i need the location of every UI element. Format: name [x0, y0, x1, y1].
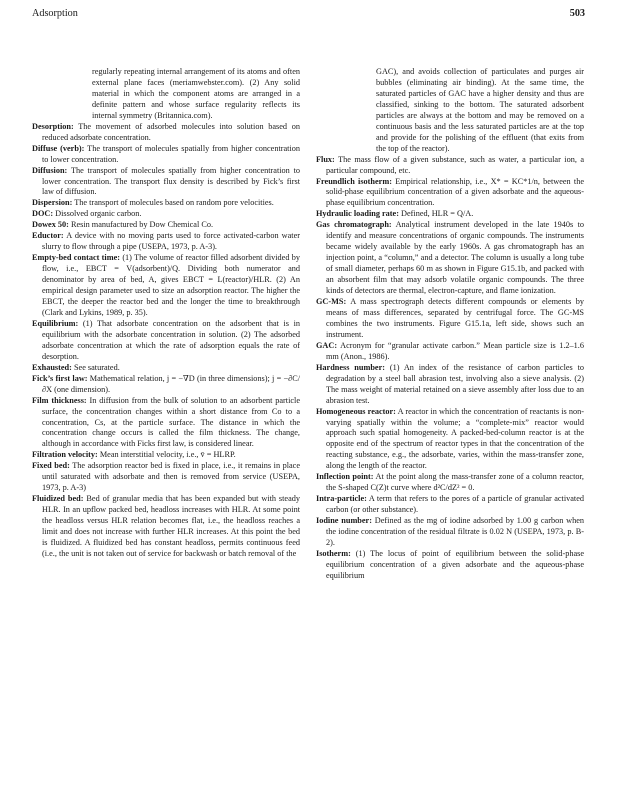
- glossary-entry: Flux: The mass flow of a given substance, such as water, a particular ion, a particular compound, etc.: [316, 154, 585, 175]
- glossary-entry: Fick’s first law: Mathematical relation, j = −∇D (in three dimensions); j = −∂C/∂X (one dimension).: [32, 373, 301, 394]
- glossary-entry: Film thickness: In diffusion from the bulk of solution to an adsorbent particle surface, the concentration changes within a short distance from Co to a concentration, Cs, at the particle surface. The distance in which the concentration change occurs is called the film thickness. The change, although in accordance with Ficks first law, is considered linear.: [32, 395, 300, 449]
- glossary-entry: Desorption: The movement of adsorbed molecules into solution based on reduced adsorbate concentration.: [32, 121, 300, 142]
- glossary-entry: Eductor: A device with no moving parts used to force activated-carbon water slurry to flow through a pipe (USEPA, 1973, p. A-3).: [32, 231, 300, 252]
- glossary-entry: Filtration velocity: Mean interstitial velocity, i.e., v̄ = HLRP.: [32, 450, 236, 460]
- glossary-entry: GAC), and avoids collection of particulates and purges air bubbles (eliminating air binding). At the same time, the saturated particles of GAC have a higher density and thus are classified, sinking to the bottom. The saturated adsorbent particles are always at the bottom and may be removed on a continuous basis and the less saturated particles are at the top and provide for the polishing of the effluent (that exits from the top of the reactor).: [376, 67, 584, 153]
- glossary-entry: Equilibrium: (1) That adsorbate concentration on the adsorbent that is in equilibrium with the adsorbate concentration in solution. (2) The adsorbed adsorbate concentration at which the rate of adsorption equals the rate of desorption.: [32, 318, 300, 361]
- right-column: [316, 67, 584, 582]
- glossary-entry: Homogeneous reactor: A reactor in which the concentration of reactants is non-varying spatially within the volume; a “complete-mix” reactor would approach such spatial homogeneity. A packed-bed-column reactor is at the opposite end of the spectrum of reactor types in that the concentration of the reacting substance, e.g., the adsorbate, varies, within the mass-transfer zone, along the length of the reactor.: [316, 406, 585, 471]
- glossary-entry: Empty-bed contact time: (1) The volume of reactor filled adsorbent divided by flow, i.e., EBCT = V(adsorbent)/Q. Dividing both numerator and denominator by area of bed, A, gives EBCT = L(reactor)/HLR. (2) An empirical design parameter used to size an adsorption reactor. The higher the EBCT, the deeper the reactor bed and the longer the time to breakthrough (Clark and Lykins, 1989, p. 35).: [32, 253, 301, 317]
- glossary-entry: GC-MS: A mass spectrograph detects different compounds or elements by means of mass differences, separated by centrifugal force. The GC-MS combines the two instruments. Figure G15.1a, left side, shows such an instrument.: [316, 297, 584, 339]
- glossary-entry: Dowex 50: Resin manufactured by Dow Chemical Co.: [32, 220, 214, 230]
- glossary-entry: Isotherm: (1) The locus of point of equilibrium between the solid-phase equilibrium concentration of a given adsorbate and the aqueous-phase equilibrium: [316, 548, 584, 580]
- glossary-entry: GAC: Acronym for “granular activate carbon.” Mean particle size is 1.2–1.6 mm (Anon., 1986).: [316, 340, 584, 361]
- glossary-entry: Inflection point: At the point along the mass-transfer zone of a column reactor, the S-shaped C(Z)t curve where d²C/dZ² = 0.: [316, 472, 584, 493]
- glossary-entry: regularly repeating internal arrangement of its atoms and often external plane faces (meriamwebster.com). (2) Any solid material in which the component atoms are arranged in a definite pattern and whose surface regularity reflects its internal symmetry (Britannica.com).: [92, 67, 300, 120]
- glossary-entry: DOC: Dissolved organic carbon.: [32, 209, 142, 219]
- left-column: [32, 67, 300, 560]
- glossary-entry: Dispersion: The transport of molecules based on random pore velocities.: [32, 198, 274, 208]
- glossary-entry: Diffusion: The transport of molecules spatially from higher concentration to lower concentration. The transport flux density is described by Fick’s first law of diffusion.: [32, 165, 300, 197]
- section-title: Adsorption: [32, 8, 78, 19]
- glossary-entry: Fixed bed: The adsorption reactor bed is fixed in place, i.e., it remains in place until saturated with adsorbate and then is removed from service (USEPA, 1973, p. A-3): [32, 461, 301, 493]
- glossary-entry: Diffuse (verb): The transport of molecules spatially from higher concentration to lower concentration.: [32, 143, 300, 164]
- glossary-entry: Hardness number: (1) An index of the resistance of carbon particles to degradation by a steel ball abrasion test, involving also a sieve analysis. (2) The mass weight of material retained on a sieve assembly after loss due to an abrasion test.: [316, 362, 585, 405]
- glossary-entry: Freundlich isotherm: Empirical relationship, i.e., X* = KC*1/n, between the solid-phase equilibrium concentration of a given adsorbate and the aqueous-phase equilibrium concentration.: [316, 176, 584, 208]
- page-number: 503: [569, 8, 585, 19]
- glossary-entry: Intra-particle: A term that refers to the pores of a particle of granular activated carbon (or other substance).: [316, 494, 584, 515]
- glossary-entry: Gas chromatograph: Analytical instrument developed in the late 1940s to identify and measure concentrations of organic compounds. The instruments became widely available by the early 1960s. A gas chromatograph has an injection point, a “column,” and a detector. The column is usually a long tube of small diameter, perhaps 60 m as shown in Figure G15.1b, and packed with an absorbent film that may adsorb volatile organic compounds. The three kinds of detectors are thermal, electron-capture, and flame ionization.: [316, 220, 584, 296]
- glossary-entry: Hydraulic loading rate: Defined, HLR = Q/A.: [316, 209, 474, 219]
- glossary-entry: Exhausted: See saturated.: [32, 362, 120, 372]
- running-header: [32, 8, 585, 24]
- glossary-entry: Iodine number: Defined as the mg of iodine adsorbed by 1.00 g carbon when the iodine concentration of the residual filtrate is 0.02 N (USEPA, 1973, p. B-2).: [316, 516, 585, 547]
- glossary-entry: Fluidized bed: Bed of granular media that has been expanded but with steady HLR. In an upflow packed bed, headloss increases with HLR. At some point the headloss versus HLR relation becomes flat, i.e., the headloss reaches a limit and does not increase with further HLR increases. At this point the bed is fluidized. A fluidized bed has constant headloss, permits continuous feed (i.e., the unit is not taken out of service for backwash or batch removal of the: [32, 494, 301, 558]
